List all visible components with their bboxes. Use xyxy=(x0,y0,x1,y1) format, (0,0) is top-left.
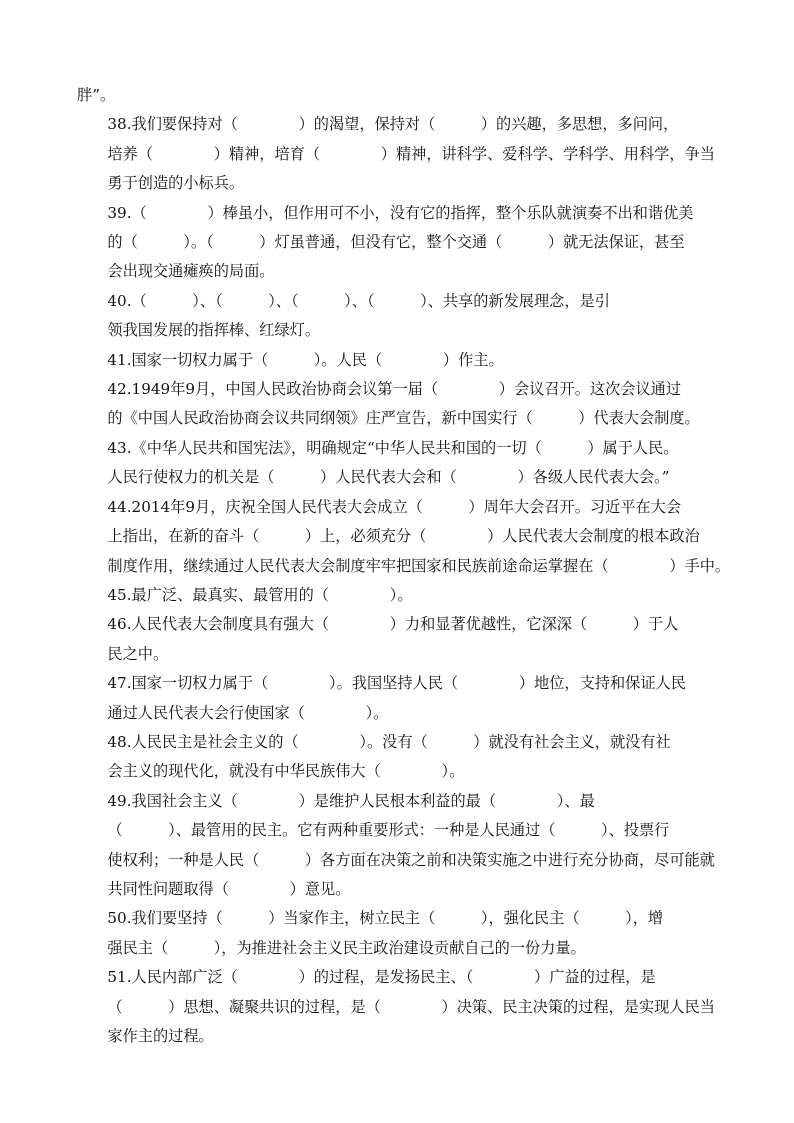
text-line: 的《中国人民政治协商会议共同纲领》庄严宣告，新中国实行（ ）代表大会制度。 xyxy=(107,409,700,428)
text-line: 共同性问题取得（ ）意见。 xyxy=(107,879,351,898)
text-line: 会主义的现代化，就没有中华民族伟大（ ）。 xyxy=(107,762,465,781)
text-line: 41.国家一切权力属于（ ）。人民（ ）作主。 xyxy=(107,350,504,369)
text-line: 培养（ ）精神，培育（ ）精神，讲科学、爱科学、学科学、用科学，争当 xyxy=(107,144,715,163)
question-paragraph xyxy=(77,963,720,1051)
text-line: 39.（ ）棒虽小，但作用可不小，没有它的指挥，整个乐队就演奏不出和谐优美 xyxy=(107,203,694,222)
text-line: 44.2014年9月，庆祝全国人民代表大会成立（ ）周年大会召开。习近平在大会 xyxy=(107,497,682,516)
text-line: 胖”。 xyxy=(77,86,116,104)
text-line: 通过人民代表大会行使国家（ ）。 xyxy=(107,703,389,722)
text-line: 人民行使权力的机关是（ ）人民代表大会和（ ）各级人民代表大会。” xyxy=(107,468,670,487)
question-paragraph xyxy=(77,199,720,287)
text-line: 47.国家一切权力属于（ ）。我国坚持人民（ ）地位，支持和保证人民 xyxy=(107,674,686,693)
text-line: 民之中。 xyxy=(107,644,169,663)
text-line: 家作主的过程。 xyxy=(107,1027,214,1045)
question-paragraph xyxy=(77,610,720,669)
text-line: 会出现交通瘫痪的局面。 xyxy=(107,262,275,281)
text-line: 42.1949年9月，中国人民政治协商会议第一届（ ）会议召开。这次会议通过 xyxy=(107,380,682,399)
text-line: 领我国发展的指挥棒、红绿灯。 xyxy=(107,321,321,340)
text-line: 强民主（ ），为推进社会主义民主政治建设贡献自己的一份力量。 xyxy=(107,938,586,957)
question-paragraph xyxy=(77,904,720,963)
question-paragraph xyxy=(77,728,720,787)
question-paragraph xyxy=(77,287,720,346)
text-line: 46.人民代表大会制度具有强大（ ）力和显著优越性，它深深（ ）于人 xyxy=(107,615,679,634)
text-line: 勇于创造的小标兵。 xyxy=(107,174,245,193)
text-line: 38.我们要保持对（ ）的渴望，保持对（ ）的兴趣，多思想，多问问， xyxy=(107,115,679,134)
document-body xyxy=(77,81,731,1051)
question-paragraph xyxy=(77,493,731,581)
question-paragraph xyxy=(77,346,720,375)
text-line: 的（ ）。（ ）灯虽普通，但没有它，整个交通（ ）就无法保证，甚至 xyxy=(107,233,685,252)
question-paragraph xyxy=(77,581,720,610)
question-paragraph xyxy=(77,375,720,434)
text-line: 48.人民民主是社会主义的（ ）。没有（ ）就没有社会主义，就没有社 xyxy=(107,732,671,751)
text-line: 50.我们要坚持（ ）当家作主，树立民主（ ），强化民主（ ），增 xyxy=(107,909,664,928)
text-line: 制度作用，继续通过人民代表大会制度牢牢把国家和民族前途命运掌握在（ ）手中。 xyxy=(107,556,731,575)
text-line: 51.人民内部广泛（ ）的过程，是发扬民主、（ ）广益的过程，是 xyxy=(107,968,656,987)
text-line: 45.最广泛、最真实、最管用的（ ）。 xyxy=(107,585,413,604)
question-paragraph xyxy=(77,110,720,198)
text-line: 49.我国社会主义（ ）是维护人民根本利益的最（ ）、最 xyxy=(107,791,595,810)
text-line: 40.（ ）、（ ）、（ ）、（ ）、共享的新发展理念，是引 xyxy=(107,291,610,310)
question-paragraph xyxy=(77,434,720,493)
question-paragraph xyxy=(77,81,720,110)
text-line: （ ）思想、凝聚共识的过程，是（ ）决策、民主决策的过程，是实现人民当 xyxy=(107,997,715,1016)
text-line: （ ）、最管用的民主。它有两种重要形式：一种是人民通过（ ）、投票行 xyxy=(107,821,670,840)
text-line: 使权利；一种是人民（ ）各方面在决策之前和决策实施之中进行充分协商，尽可能就 xyxy=(107,850,715,869)
text-line: 43.《中华人民共和国宪法》，明确规定“中华人民共和国的一切（ ）属于人民。 xyxy=(107,438,679,457)
question-paragraph xyxy=(77,787,720,905)
text-line: 上指出，在新的奋斗（ ）上，必须充分（ ）人民代表大会制度的根本政治 xyxy=(107,527,700,546)
question-paragraph xyxy=(77,669,720,728)
